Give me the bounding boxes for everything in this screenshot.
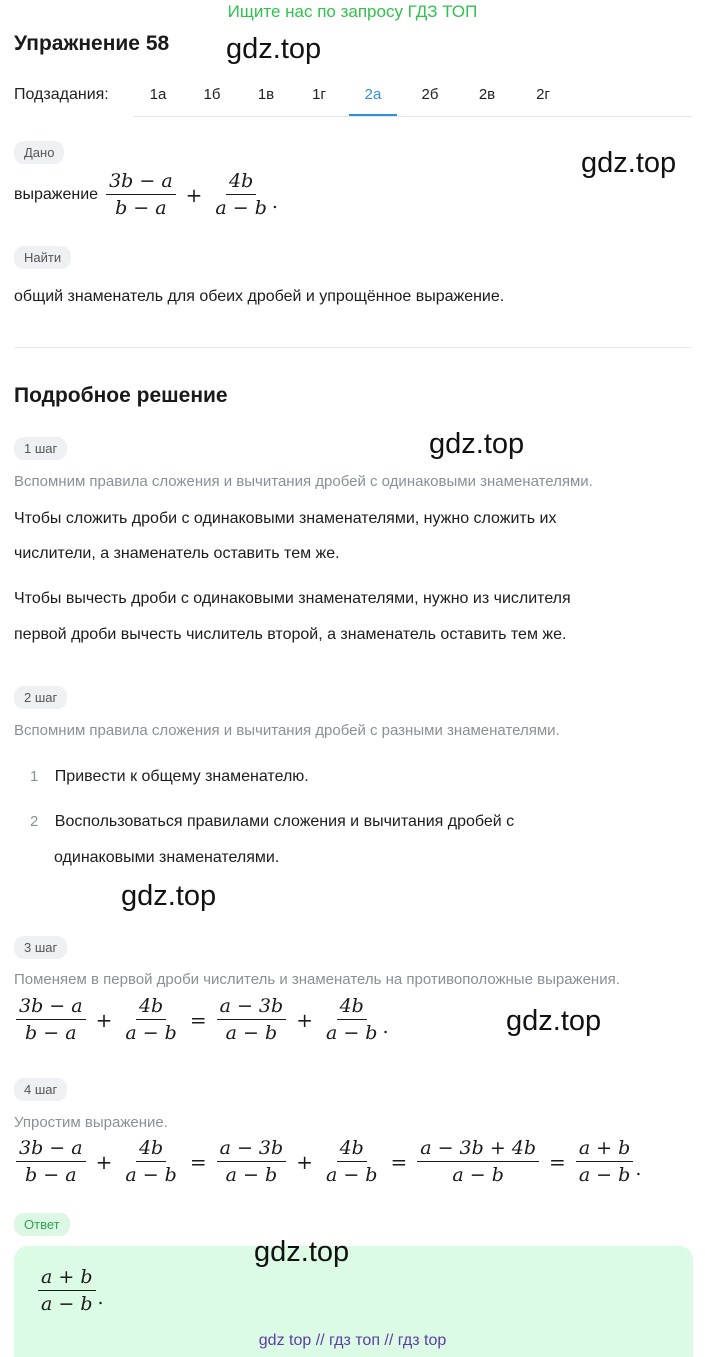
answer-expression: $\frac{a + b}{a - b}$ .: [36, 1266, 104, 1315]
step1-p1-line1: Чтобы сложить дроби с одинаковыми знаменателями, нужно сложить их: [14, 510, 557, 527]
tab-1b[interactable]: 1б: [203, 86, 221, 103]
subtasks-tabs: [134, 72, 692, 117]
tab-2g[interactable]: 2г: [536, 86, 550, 103]
tab-2v[interactable]: 2в: [478, 86, 496, 103]
fraction: $\frac{4b}{a - b}$: [325, 1137, 378, 1186]
fraction: $\frac{3b - a}{b - a}$: [16, 995, 86, 1044]
step1-hint: Вспомним правила сложения и вычитания дробей с одинаковыми знаменателями.: [14, 473, 593, 490]
step1-p2-line2: первой дроби вычесть числитель второй, а знаменатель оставить тем же.: [14, 626, 567, 643]
divider: [14, 347, 692, 348]
step3-expression: $\frac{3b - a}{b - a}$ + $\frac{4b}{a - b}$ = $\frac{a - 3b}{a - b}$ + $\frac{4b}{a - b}$ .: [14, 995, 389, 1044]
fraction: $\frac{4b}{a - b}$: [125, 1137, 177, 1186]
fraction: $\frac{3b - a}{b - a}$: [106, 170, 176, 219]
list-number: 1: [30, 768, 39, 785]
fraction: $\frac{a - 3b}{a - b}$: [217, 995, 287, 1044]
find-pill: Найти: [14, 246, 71, 269]
fraction: $\frac{a - 3b}{a - b}$: [217, 1137, 287, 1186]
step1-p1-line2: числители, а знаменатель оставить тем же.: [14, 545, 340, 562]
answer-pill: Ответ: [14, 1213, 70, 1236]
solution-title: Подробное решение: [14, 384, 228, 407]
fraction: $\frac{a + b}{a - b}$: [576, 1137, 634, 1186]
tab-2b[interactable]: 2б: [421, 86, 439, 103]
step1-pill: 1 шаг: [14, 437, 67, 460]
step4-hint: Упростим выражение.: [14, 1114, 168, 1131]
list-item: [30, 813, 514, 831]
active-tab-indicator: [349, 114, 397, 116]
watermark: gdz.top: [121, 880, 217, 912]
watermark: gdz.top: [506, 1005, 602, 1037]
step2-pill: 2 шаг: [14, 686, 67, 709]
tab-1g[interactable]: 1г: [312, 86, 326, 103]
step3-hint: Поменяем в первой дроби числитель и знаменатель на противоположные выражения.: [14, 971, 620, 988]
tab-1v[interactable]: 1в: [257, 86, 275, 103]
top-banner: Ищите нас по запросу ГДЗ ТОП: [227, 2, 478, 21]
fraction: $\frac{4b}{a - b}$: [125, 995, 177, 1044]
given-pill: Дано: [14, 141, 64, 164]
watermark: gdz.top: [581, 147, 677, 179]
watermark: gdz.top: [429, 428, 525, 460]
page-title: Упражнение 58: [14, 32, 170, 55]
step4-expression: $\frac{3b - a}{b - a}$ + $\frac{4b}{a - b}$ = $\frac{a - 3b}{a - b}$ + $\frac{4b}{a - b}$ = $\frac{a - 3b + 4b}{a - b}$ = $\frac{a + b}{a - b}$ .: [14, 1137, 641, 1186]
step2-hint: Вспомним правила сложения и вычитания дробей с разными знаменателями.: [14, 722, 560, 739]
tab-1a[interactable]: 1а: [149, 86, 167, 103]
fraction: $\frac{4b}{a - b}$: [215, 170, 267, 219]
footer-links[interactable]: gdz top // гдз топ // гдз top: [258, 1332, 447, 1349]
given-prefix: выражение: [14, 185, 99, 203]
list-text: Привести к общему знаменателю.: [54, 768, 309, 785]
list-text-continued: одинаковыми знаменателями.: [54, 849, 280, 866]
fraction: $\frac{4b}{a - b}$: [325, 995, 378, 1044]
fraction: $\frac{3b - a}{b - a}$: [16, 1137, 86, 1186]
tab-2a[interactable]: 2а: [364, 86, 382, 103]
watermark: gdz.top: [254, 1236, 350, 1268]
step3-pill: 3 шаг: [14, 936, 67, 959]
watermark: gdz.top: [226, 33, 322, 65]
find-text: общий знаменатель для обеих дробей и упрощённое выражение.: [14, 288, 505, 305]
fraction: $\frac{a + b}{a - b}$: [38, 1266, 96, 1315]
list-text: Воспользоваться правилами сложения и вычитания дробей с: [54, 813, 515, 830]
step1-p2-line1: Чтобы вычесть дроби с одинаковыми знаменателями, нужно из числителя: [14, 590, 571, 607]
list-item: [30, 768, 309, 786]
given-expression: выражение $\frac{3b - a}{b - a}$ + $\frac{4b}{a - b}$ .: [14, 170, 278, 219]
subtasks-label: Подзадания:: [14, 86, 109, 103]
step4-pill: 4 шаг: [14, 1078, 67, 1101]
list-number: 2: [30, 813, 39, 830]
fraction: $\frac{a - 3b + 4b}{a - b}$: [417, 1137, 539, 1186]
